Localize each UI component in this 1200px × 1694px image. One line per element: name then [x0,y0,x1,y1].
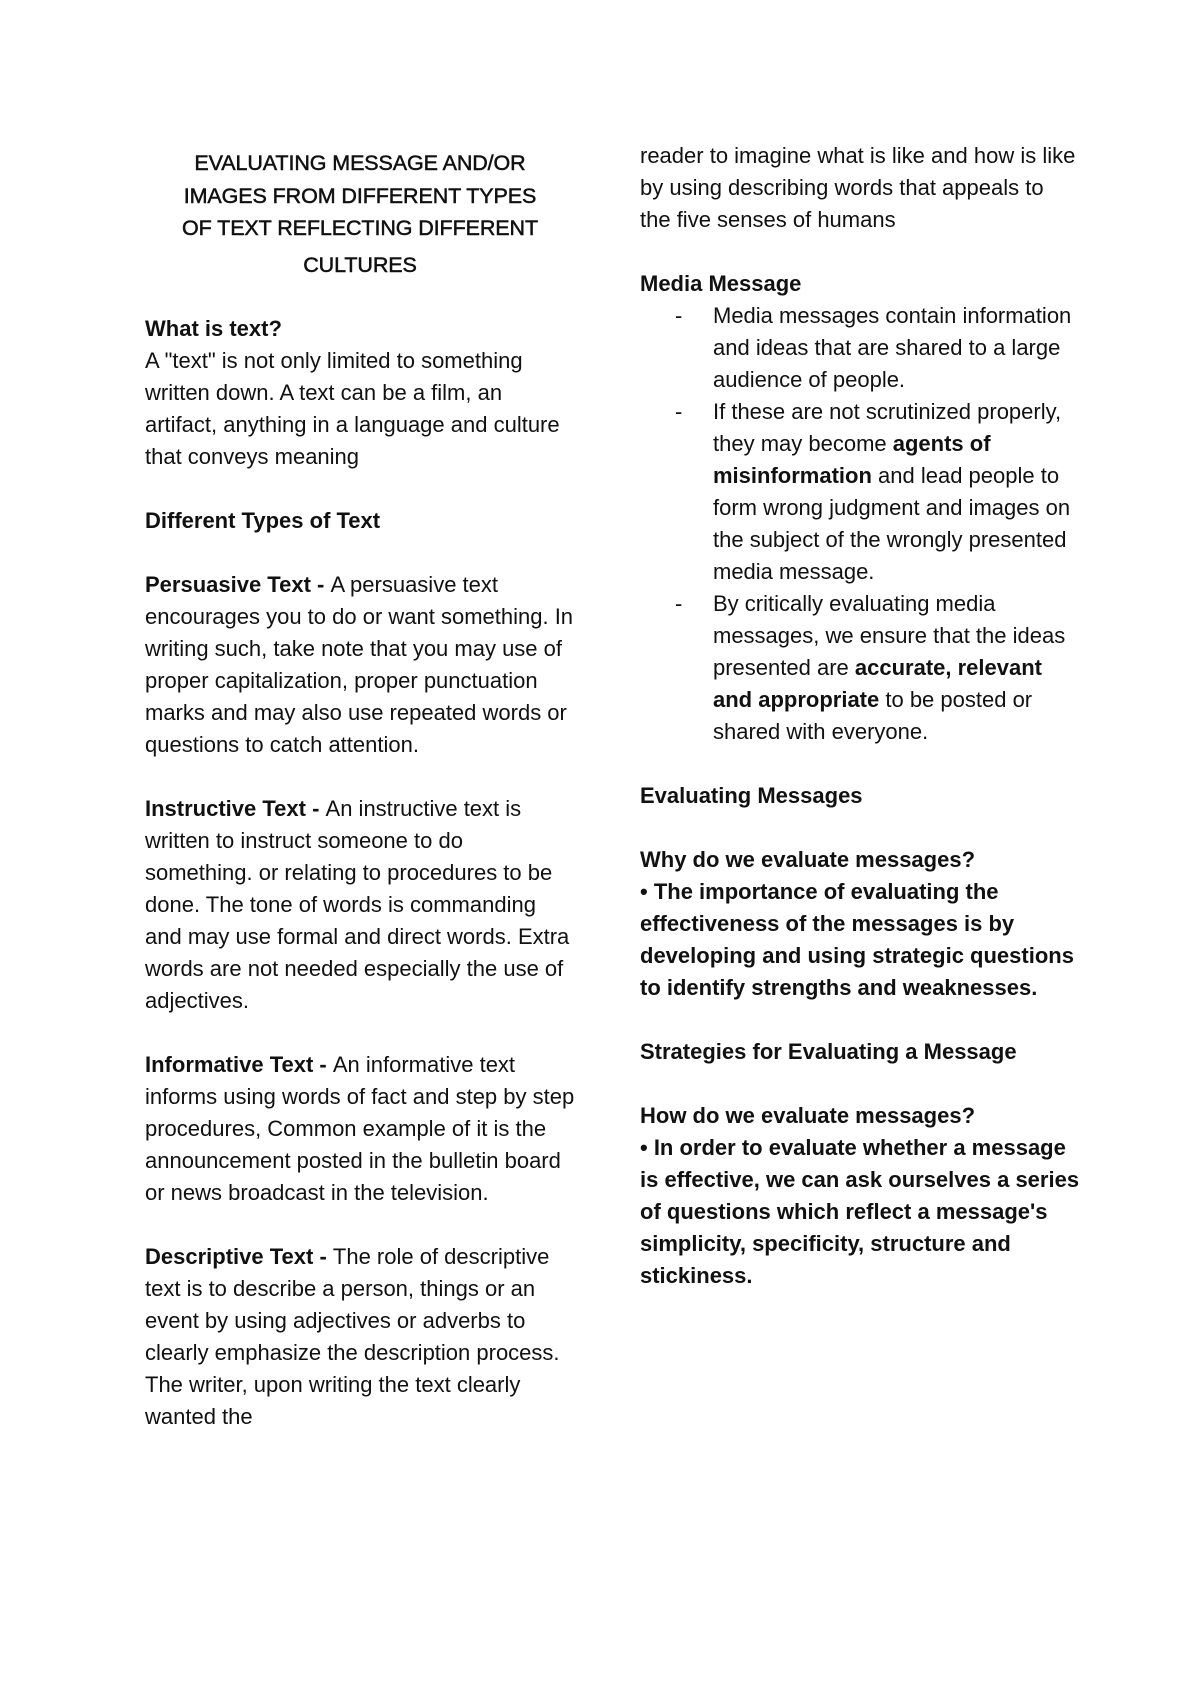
why-evaluate-body: • The importance of evaluating the effectiveness of the messages is by developing and using strategic questions to identify strengths and weaknesses. [640,879,1074,1000]
spacer [145,1017,575,1049]
evaluating-messages-heading: Evaluating Messages [640,783,863,808]
title-line: OF TEXT REFLECTING DIFFERENT [182,216,538,240]
media-item-emphasis: accurate, relevant and appropriate [713,655,1042,712]
descriptive-text-paragraph [145,1241,575,1433]
spacer [145,761,575,793]
descriptive-term: Descriptive Text - [145,1244,333,1269]
list-item [640,300,1080,396]
spacer [145,537,575,569]
what-is-text-heading: What is text? [145,316,282,341]
spacer [640,812,1080,844]
informative-term: Informative Text - [145,1052,333,1077]
instructive-term: Instructive Text - [145,796,326,821]
media-item-text: and lead people to form wrong judgment and images on the subject of the wrongly presented media message. [713,463,1071,584]
media-item-emphasis: agents of misinformation [713,431,991,488]
how-evaluate-heading: How do we evaluate messages? [640,1103,976,1128]
informative-body: An informative text informs using words of fact and step by step procedures, Common example of it is the announcement posted in the bulletin board or news broadcast in the television. [145,1052,575,1205]
dash-bullet: - [675,399,683,424]
spacer [145,281,575,313]
spacer [145,1209,575,1241]
instructive-text-paragraph [145,793,575,1017]
types-heading: Different Types of Text [145,508,381,533]
persuasive-text-paragraph [145,569,575,761]
spacer [640,1004,1080,1036]
instructive-body: An instructive text is written to instruct someone to do something. or relating to procedures to be done. The tone of words is commanding and may use formal and direct words. Extra words are not needed especially the use of adjectives. [145,796,570,1013]
descriptive-continued: reader to imagine what is like and how is like by using describing words that appeals to the five senses of humans [640,143,1076,232]
media-item-text: to be posted or shared with everyone. [713,687,1033,744]
right-column [640,140,1080,1292]
spacer [640,236,1080,268]
persuasive-term: Persuasive Text - [145,572,331,597]
left-column [145,140,575,1433]
title-line: IMAGES FROM DIFFERENT TYPES [183,183,537,208]
media-message-list [640,300,1080,748]
spacer [145,473,575,505]
media-item-text: Media messages contain information and ideas that are shared to a large audience of people. [713,303,1072,392]
spacer [640,1068,1080,1100]
strategies-heading: Strategies for Evaluating a Message [640,1039,1017,1064]
how-evaluate-body: • In order to evaluate whether a message is effective, we can ask ourselves a series of questions which reflect a message's simplicity, specificity, structure and stickiness. [640,1135,1080,1288]
list-item [640,396,1080,588]
persuasive-body: A persuasive text encourages you to do or want something. In writing such, take note that you may use of proper capitalization, proper punctuation marks and may also use repeated words or questions to catch attention. [145,572,574,757]
informative-text-paragraph [145,1049,575,1209]
spacer [640,748,1080,780]
list-item [640,588,1080,748]
title-line: CULTURES [303,252,417,277]
media-item-text: By critically evaluating media messages, we ensure that the ideas presented are [713,591,1066,680]
media-message-heading: Media Message [640,271,802,296]
dash-bullet: - [675,591,683,616]
title-line: EVALUATING MESSAGE AND/OR [194,151,526,175]
document-title [145,147,575,281]
what-is-text-body: A "text" is not only limited to something written down. A text can be a film, an artifact, anything in a language and culture that conveys meaning [145,348,560,469]
dash-bullet: - [675,303,683,328]
descriptive-body: The role of descriptive text is to describe a person, things or an event by using adjectives or adverbs to clearly emphasize the description process. The writer, upon writing the text clearly wanted the [145,1244,560,1429]
media-item-text: If these are not scrutinized properly, they may become [713,399,1062,456]
why-evaluate-heading: Why do we evaluate messages? [640,847,976,872]
